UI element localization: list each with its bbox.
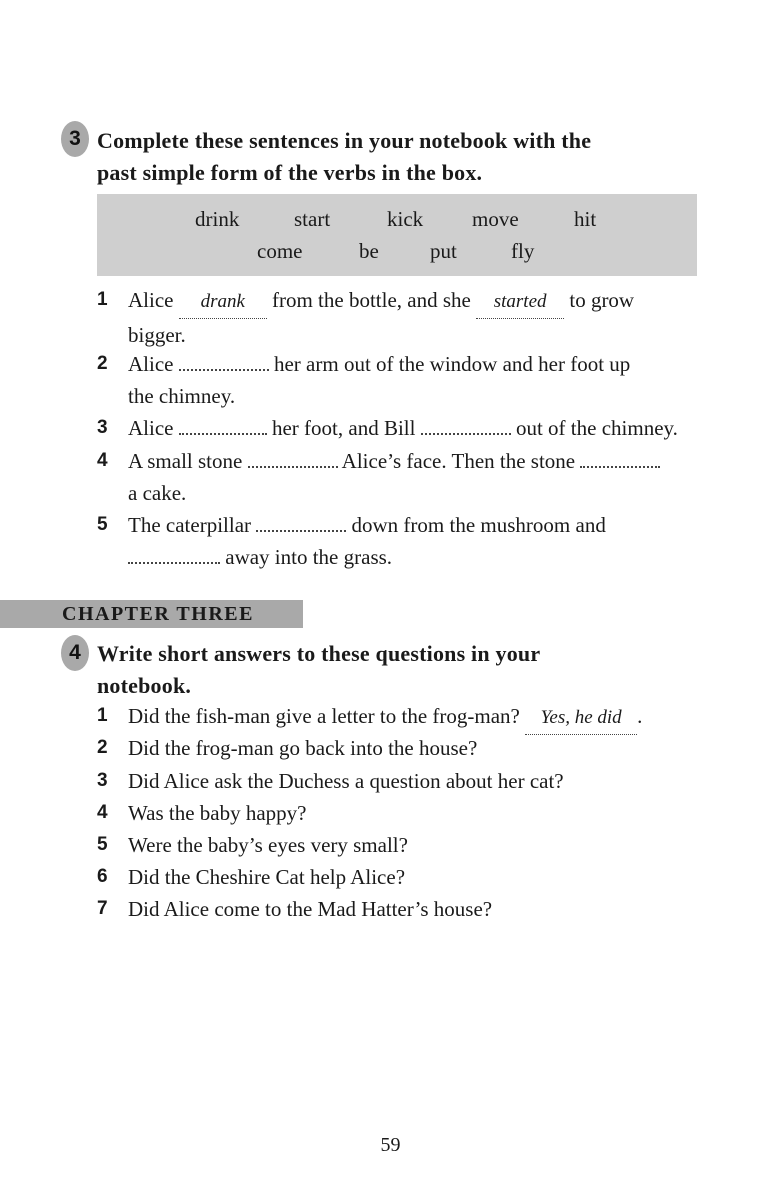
exercise-item [97,829,727,861]
item-number: 4 [97,802,108,823]
exercise-item [97,797,727,829]
item-text: down from the mushroom and [346,513,606,537]
item-text: Alice [128,288,179,312]
item-text: out of the chimney. [510,416,678,440]
item-text: A small stone [128,449,248,473]
instruction-line: Complete these sentences in your notebook with the [97,128,592,153]
item-text: bigger. [128,323,186,347]
answer-blank [179,413,267,435]
instruction-line: notebook. [97,673,192,698]
verb-word: move [472,207,519,231]
chapter-title: CHAPTER THREE [62,603,254,625]
exercise-item [97,509,727,573]
instruction-line: past simple form of the verbs in the box. [97,160,483,185]
verb-word: be [359,239,379,263]
answer-blank [179,349,269,371]
answer-blank [421,413,511,435]
item-text: Did Alice come to the Mad Hatter’s house? [128,897,493,921]
exercise-instruction [97,125,591,189]
item-number: 1 [97,705,108,726]
item-number: 2 [97,737,108,758]
exercise-item [97,893,727,925]
item-text: her arm out of the window and her foot up [268,352,631,376]
chapter-heading [0,600,303,628]
exercise-instruction [97,638,540,702]
exercise-item [97,284,727,351]
verb-word: kick [387,207,424,231]
item-text: . [637,704,643,728]
verb-word: hit [574,207,597,231]
item-number: 7 [97,898,108,919]
item-number: 3 [97,417,108,438]
exercise-item [97,765,727,797]
answer-blank [128,542,220,564]
item-number: 1 [97,289,108,310]
item-text: Was the baby happy? [128,801,307,825]
verb-word: start [294,207,331,231]
item-number: 5 [97,834,108,855]
item-text: Alice [128,416,179,440]
item-text: her foot, and Bill [266,416,421,440]
item-text: a cake. [128,481,187,505]
item-text: the chimney. [128,384,236,408]
exercise-item [97,445,727,509]
exercise-item [97,732,727,764]
exercise-item [97,348,727,412]
exercise-item [97,700,727,735]
item-text: Did the frog-man go back into the house? [128,736,478,760]
answer-blank [248,446,338,468]
page-number: 59 [380,1134,401,1156]
answer-blank [580,446,660,468]
instruction-line: Write short answers to these questions in your [97,641,541,666]
answer-blank [256,510,346,532]
item-text: Alice’s face. Then the stone [337,449,581,473]
item-number: 4 [97,450,108,471]
item-text: Did the fish-man give a letter to the frog-man? [128,704,526,728]
verb-word: put [430,239,457,263]
item-text: Did Alice ask the Duchess a question about her cat? [128,769,564,793]
item-text: from the bottle, and she [266,288,477,312]
exercise-number-badge: 3 [61,121,89,157]
handwritten-answer: Yes, he did [525,702,637,735]
verb-word: come [257,239,303,263]
verb-word: drink [195,207,240,231]
item-number: 6 [97,866,108,887]
item-text: Did the Cheshire Cat help Alice? [128,865,406,889]
item-text: Were the baby’s eyes very small? [128,833,408,857]
item-number: 2 [97,353,108,374]
item-text: Alice [128,352,179,376]
exercise-item [97,861,727,893]
handwritten-answer: started [476,286,564,319]
item-text: The caterpillar [128,513,257,537]
item-text: away into the grass. [220,545,393,569]
item-text: to grow [564,288,635,312]
exercise-item [97,412,727,444]
handwritten-answer: drank [179,286,267,319]
verb-box [97,194,697,276]
item-number: 3 [97,770,108,791]
verb-word: fly [511,239,535,263]
item-number: 5 [97,514,108,535]
exercise-number-badge: 4 [61,635,89,671]
